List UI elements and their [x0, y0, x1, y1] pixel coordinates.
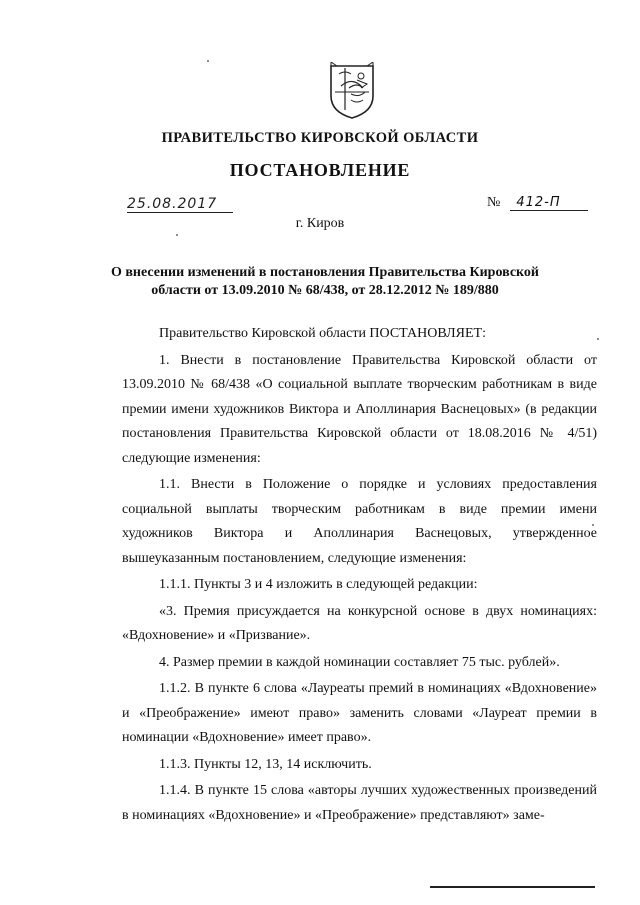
paragraph: Правительство Кировской области ПОСТАНОВЛЯЕТ: — [159, 326, 486, 341]
paragraph: 4. Размер премии в каждой номинации составляет 75 тыс. рублей». — [159, 654, 560, 670]
document-title: О внесении изменений в постановления Правительства Кировской области от 13.09.2010 № 68/438, от 28.12.2012 № 189/880 — [110, 265, 540, 298]
scan-speck — [592, 524, 594, 526]
scan-speck — [176, 234, 178, 236]
paragraph: 1.1. Внести в Положение о порядке и условиях предоставления социальной выплаты творческим работникам в виде премии имени художников Виктора и Аполлинария Васнецовых, утвержденное вышеуказанным постановлением, следующие изменения: — [122, 477, 597, 566]
footer-rule — [430, 886, 595, 888]
paragraph: 1.1.4. В пункте 15 слова «авторы лучших художественных произведений в номинациях «Вдохновение» и «Преображение» представляют» заме- — [122, 783, 597, 823]
number-value: 412-П — [510, 195, 588, 211]
document-number — [487, 195, 588, 211]
organization-name: ПРАВИТЕЛЬСТВО КИРОВСКОЙ ОБЛАСТИ — [161, 130, 479, 146]
paragraph: 1.1.2. В пункте 6 слова «Лауреаты премий в номинациях «Вдохновение» и «Преображение» имеют право» заменить словами «Лауреат премии в номинации «Вдохновение» имеет право». — [122, 681, 597, 745]
number-sign: № — [487, 195, 501, 210]
paragraph: «3. Премия присуждается на конкурсной основе в двух номинациях: «Вдохновение» и «Призвание». — [122, 603, 597, 643]
paragraph: 1.1.3. Пункты 12, 13, 14 исключить. — [159, 756, 372, 772]
scan-speck — [597, 338, 599, 340]
scan-speck — [207, 60, 209, 62]
city: г. Киров — [295, 216, 345, 231]
document-date: 25.08.2017 — [127, 196, 233, 213]
paragraph: 1.1.1. Пункты 3 и 4 изложить в следующей редакции: — [159, 577, 478, 592]
document-type: ПОСТАНОВЛЕНИЕ — [229, 160, 411, 180]
document-body — [122, 322, 597, 828]
paragraph: 1. Внести в постановление Правительства Кировской области от 13.09.2010 № 68/438 «О социальной выплате творческим работникам в виде премии имени художников Виктора и Аполлинария Васнецовых» (в редакции постановления Правительства Кировской области от 18.08.2016 № 4/51) следующие изменения: — [122, 352, 597, 466]
kirov-coat-of-arms-icon — [327, 62, 377, 120]
